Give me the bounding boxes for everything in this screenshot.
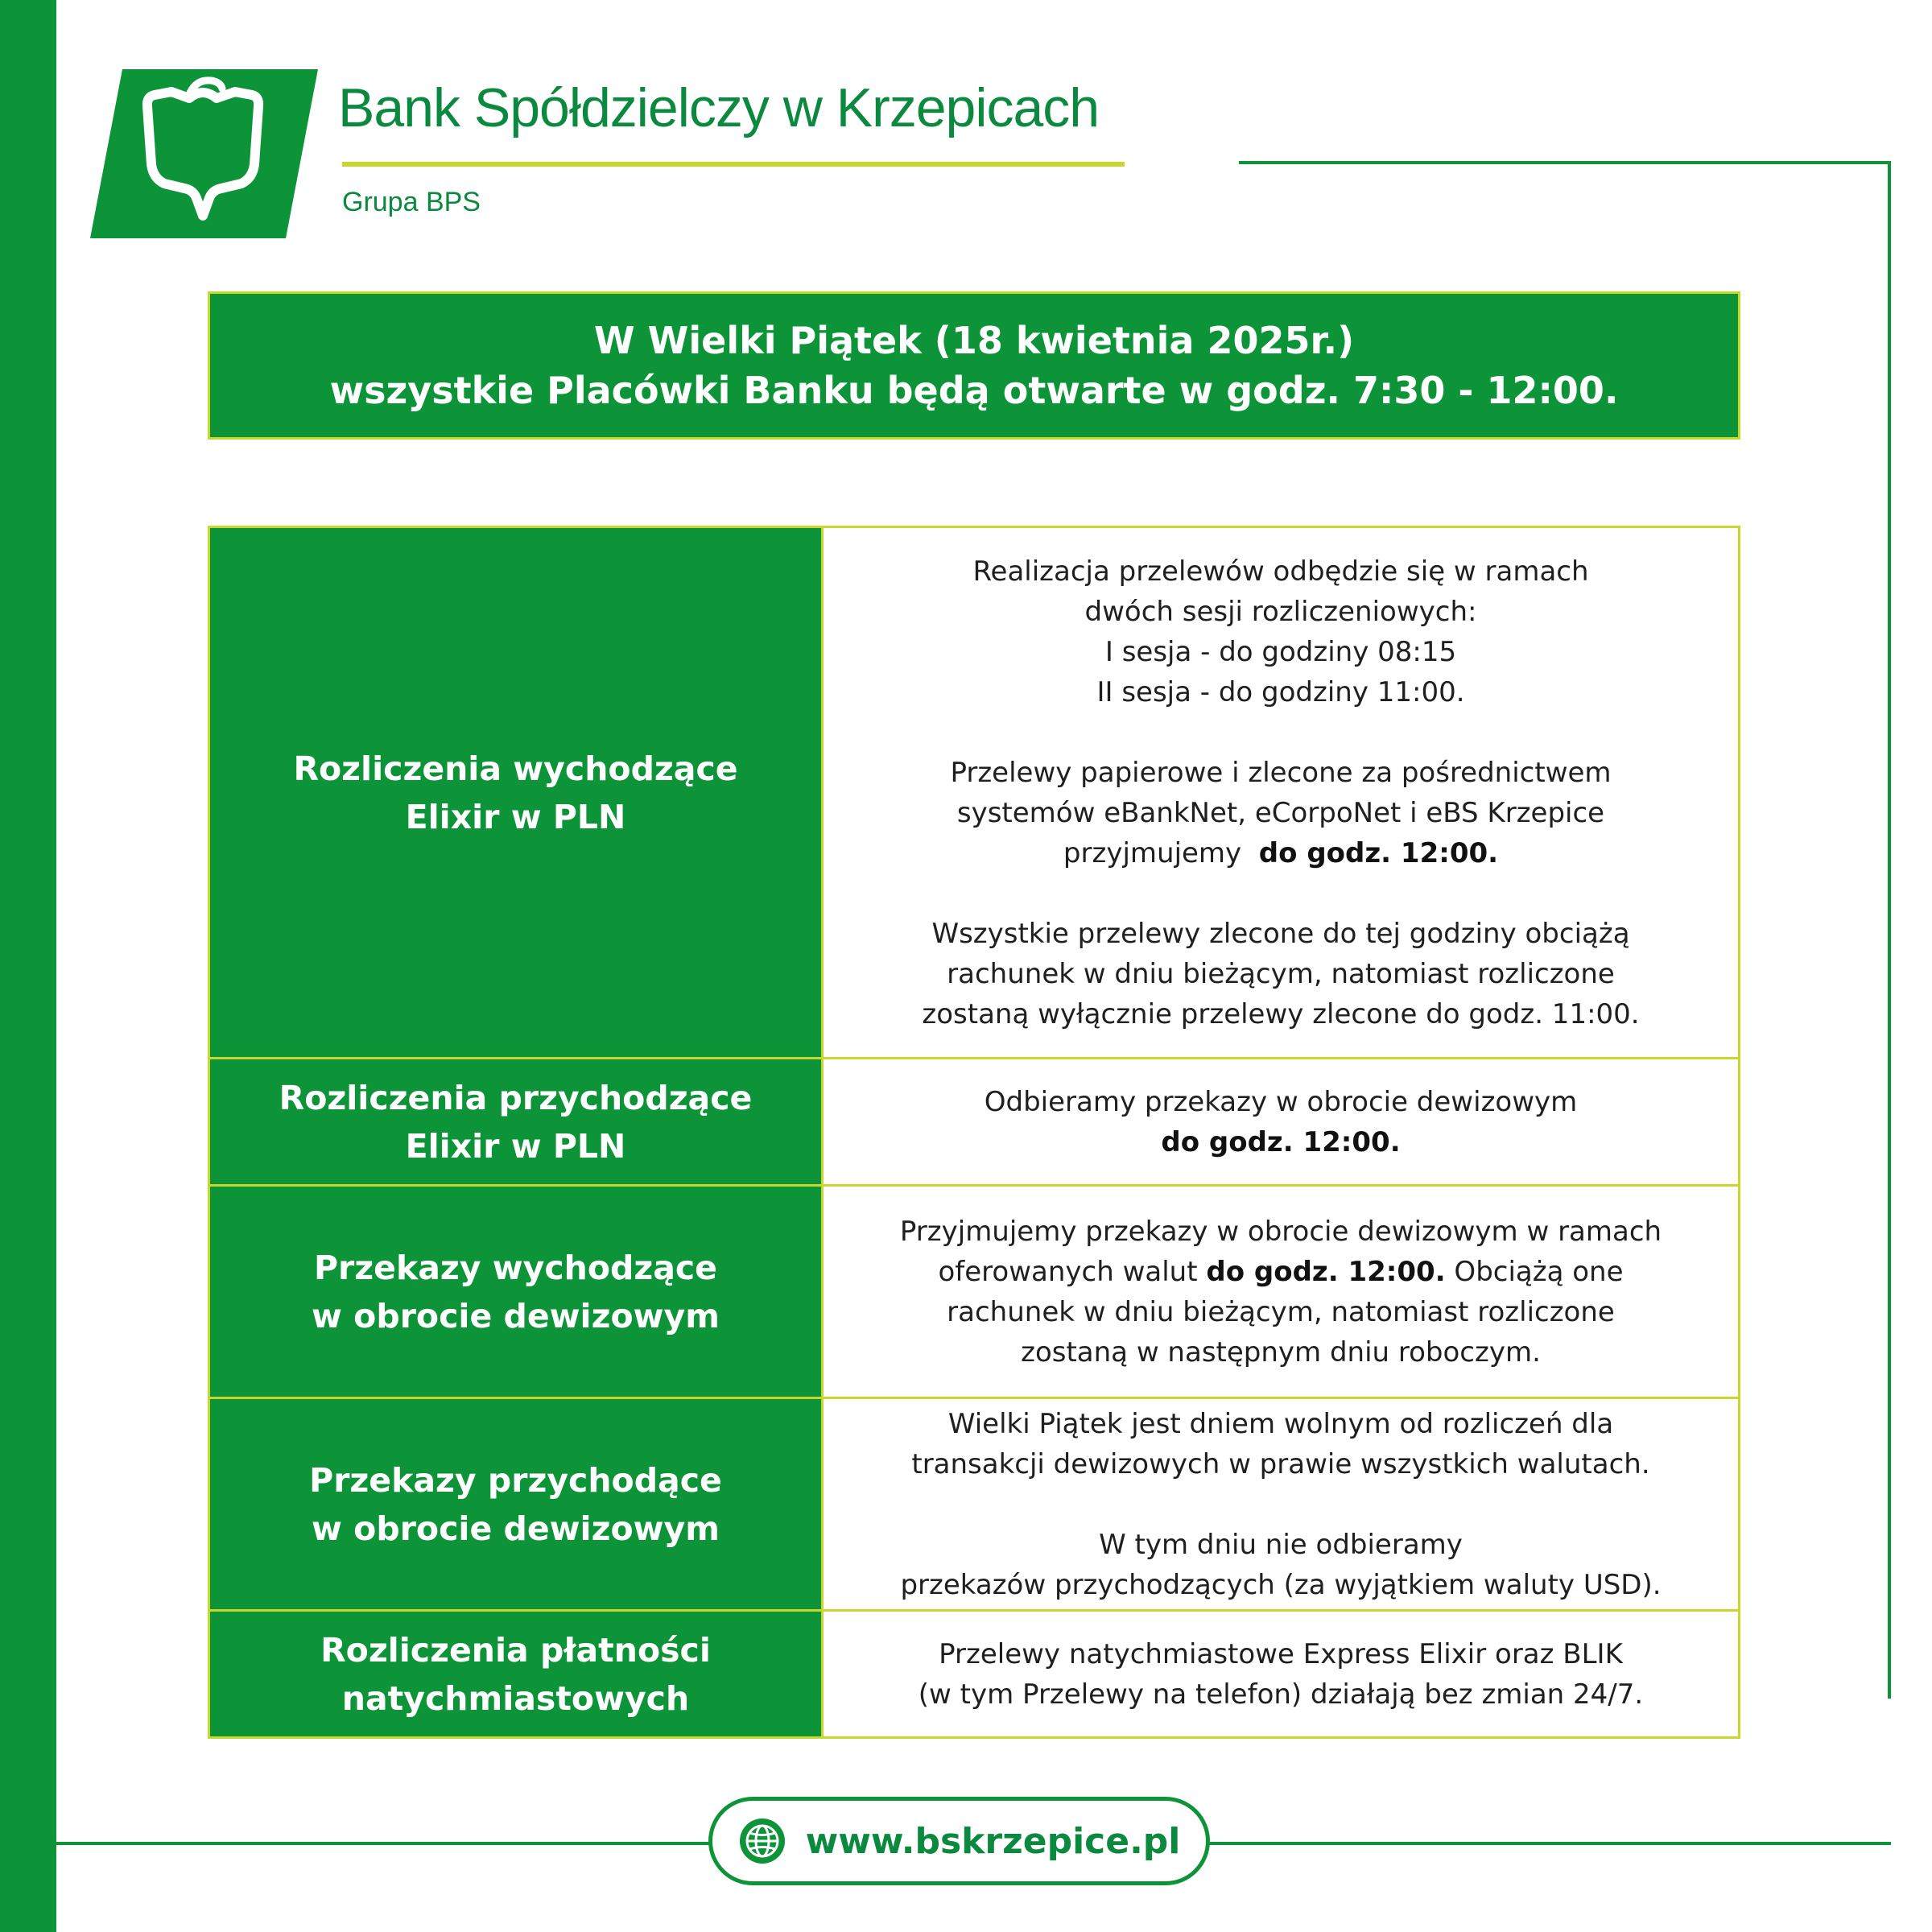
website-link[interactable]: [708, 1797, 1210, 1885]
row-desc-instant-payments: Przelewy natychmiastowe Express Elixir oraz BLIK (w tym Przelewy na telefon) działają bez zmian 24/7.: [823, 1611, 1740, 1738]
row-desc-outgoing-elixir: Realizacja przelewów odbędzie się w ramach dwóch sesji rozliczeniowych: I sesja - do godziny 08:15 II sesja - do godziny 11:00. Przelewy papierowe i zlecone za pośrednictwem systemów eBankNet, eCorpoNet i eBS Krzepice przyjmujemy do godz. 12:00. Wszystkie przelewy zlecone do tej godziny obciążą rachunek w dniu bieżącym, natomiast rozliczone zostaną wyłącznie przelewy zlecone do godz. 11:00.: [823, 527, 1740, 1059]
table-row: [209, 1059, 1740, 1186]
table-row: [209, 1398, 1740, 1611]
frame-line-right: [1888, 161, 1891, 1699]
deadline-bold: do godz. 12:00.: [1258, 836, 1499, 869]
row-label-incoming-elixir: Rozliczenia przychodzące Elixir w PLN: [209, 1059, 823, 1186]
row-desc-outgoing-fx: Przyjmujemy przekazy w obrocie dewizowym w ramach oferowanych walut do godz. 12:00. Obciążą one rachunek w dniu bieżącym, natomiast rozliczone zostaną w następnym dniu roboczym.: [823, 1186, 1740, 1398]
row-label-outgoing-fx: Przekazy wychodzące w obrocie dewizowym: [209, 1186, 823, 1398]
row-label-outgoing-elixir: Rozliczenia wychodzące Elixir w PLN: [209, 527, 823, 1059]
website-url[interactable]: www.bskrzepice.pl: [805, 1820, 1181, 1862]
table-row: [209, 527, 1740, 1059]
table-row: [209, 1611, 1740, 1738]
bank-name-underline: [342, 162, 1125, 167]
frame-line-top: [1239, 161, 1891, 164]
settlement-schedule-table: [208, 526, 1740, 1739]
opening-hours-notice: [208, 291, 1740, 440]
row-desc-incoming-fx: Wielki Piątek jest dniem wolnym od rozliczeń dla transakcji dewizowych w prawie wszystkich walutach. W tym dniu nie odbieramy przekazów przychodzących (za wyjątkiem waluty USD).: [823, 1398, 1740, 1611]
deadline-bold: do godz. 12:00.: [1206, 1255, 1446, 1288]
left-green-stripe: [0, 0, 56, 1932]
row-label-instant-payments: Rozliczenia płatności natychmiastowych: [209, 1611, 823, 1738]
globe-icon: [738, 1817, 786, 1865]
bank-group-name: Grupa BPS: [342, 187, 481, 217]
deadline-bold: do godz. 12:00.: [1161, 1125, 1401, 1158]
table-row: [209, 1186, 1740, 1398]
notice-line-1: W Wielki Piątek (18 kwietnia 2025r.): [593, 319, 1355, 362]
bank-bps-logo-icon: [90, 69, 318, 238]
row-desc-incoming-elixir: Odbieramy przekazy w obrocie dewizowym do godz. 12:00.: [823, 1059, 1740, 1186]
bank-name: Bank Spółdzielczy w Krzepicach: [338, 77, 1100, 138]
row-label-incoming-fx: Przekazy przychodące w obrocie dewizowym: [209, 1398, 823, 1611]
notice-line-2: wszystkie Placówki Banku będą otwarte w godz. 7:30 - 12:00.: [329, 369, 1619, 412]
